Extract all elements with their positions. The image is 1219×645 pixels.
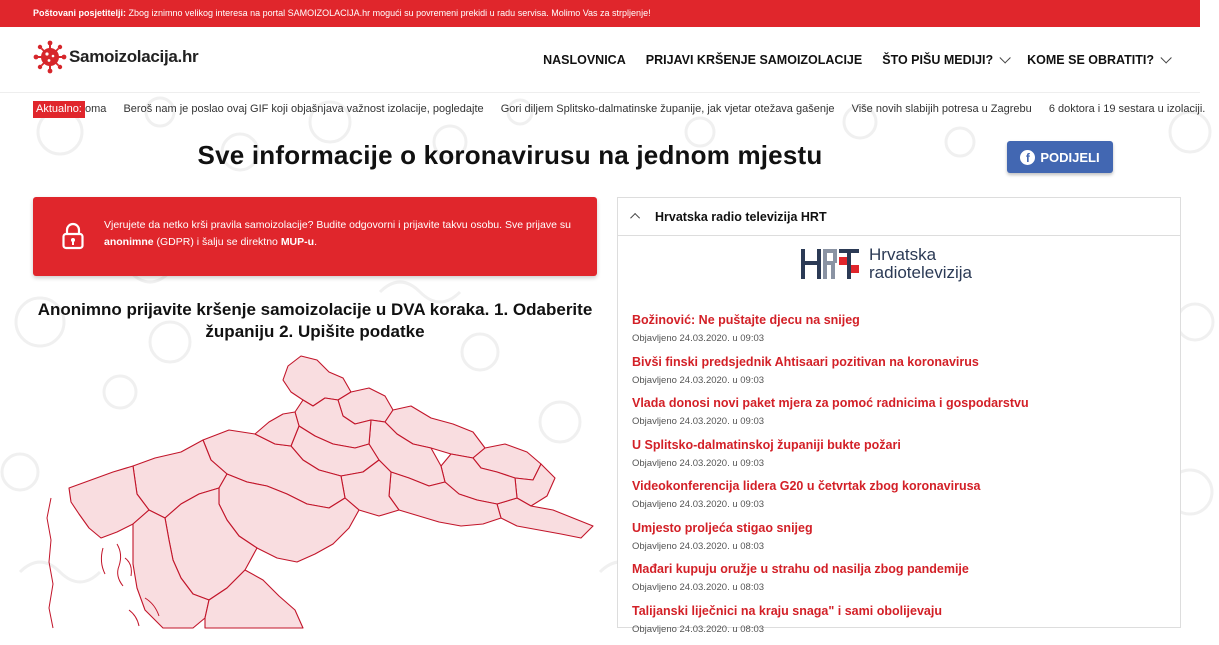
hrt-logo-line: Hrvatska <box>869 246 972 264</box>
ticker-item[interactable]: oma <box>85 103 106 115</box>
news-title-link[interactable]: U Splitsko-dalmatinskoj županiji bukte požari <box>632 438 1172 453</box>
site-logo[interactable] <box>33 40 198 74</box>
main-nav <box>523 27 1168 92</box>
croatia-map <box>33 348 597 628</box>
news-date: Objavljeno 24.03.2020. u 09:03 <box>632 332 1172 345</box>
ticker-item[interactable]: Beroš nam je poslao ovaj GIF koji objašnjava važnost izolacije, pogledajte <box>123 103 483 115</box>
hrt-logo-text <box>869 246 972 282</box>
alert-bold: MUP-u <box>281 236 314 248</box>
panel-header[interactable] <box>618 198 1180 236</box>
lock-icon <box>61 222 85 250</box>
notice-bar <box>0 0 1200 27</box>
news-date: Objavljeno 24.03.2020. u 09:03 <box>632 415 1172 428</box>
news-title-link[interactable]: Bivši finski predsjednik Ahtisaari pozitivan na koronavirus <box>632 355 1172 370</box>
alert-bold: anonimne <box>104 236 154 248</box>
county-map <box>33 348 597 628</box>
hrt-logo <box>801 246 972 282</box>
alert-text-part: Vjerujete da netko krši pravila samoizolacije? Budite odgovorni i prijavite takvu osobu. Sve prijave su <box>104 219 571 231</box>
news-item <box>632 396 1172 438</box>
ticker-items <box>85 102 1219 117</box>
nav-label: PRIJAVI KRŠENJE SAMOIZOLACIJE <box>646 53 862 67</box>
news-title-link[interactable]: Talijanski liječnici na kraju snaga" i sami obolijevaju <box>632 604 1172 619</box>
nav-item-mediji[interactable] <box>882 53 1007 67</box>
news-title-link[interactable]: Božinović: Ne puštajte djecu na snijeg <box>632 313 1172 328</box>
nav-label: ŠTO PIŠU MEDIJI? <box>882 53 993 67</box>
alert-text <box>104 217 584 251</box>
news-item <box>632 313 1172 355</box>
news-item <box>632 521 1172 563</box>
nav-label: NASLOVNICA <box>543 53 626 67</box>
virus-icon <box>33 40 67 74</box>
news-title-link[interactable]: Videokonferencija lidera G20 u četvrtak zbog koronavirusa <box>632 479 1172 494</box>
news-list <box>632 313 1172 645</box>
alert-text-part: (GDPR) i šalju se direktno <box>154 236 281 248</box>
alert-text-part: . <box>314 236 317 248</box>
chevron-down-icon <box>1000 52 1011 63</box>
facebook-share-button[interactable] <box>1007 141 1113 173</box>
news-date: Objavljeno 24.03.2020. u 09:03 <box>632 457 1172 470</box>
hrt-logo-line: radiotelevizija <box>869 264 972 282</box>
news-title-link[interactable]: Mađari kupuju oružje u strahu od nasilja zbog pandemije <box>632 562 1172 577</box>
ticker-item[interactable]: Gori diljem Splitsko-dalmatinske županije, jak vjetar otežava gašenje <box>501 103 835 115</box>
ticker-item[interactable]: 6 doktora i 19 sestara u izolaciji. <box>1049 103 1206 115</box>
news-ticker <box>33 101 1183 118</box>
news-panel <box>617 197 1181 628</box>
logo-text: Samoizolacija.hr <box>69 47 198 67</box>
nav-item-prijavi[interactable] <box>646 53 862 67</box>
notice-text: Zbog iznimno velikog interesa na portal SAMOIZOLACIJA.hr mogući su povremeni prekidi u radu servisa. Molimo Vas za strpljenje! <box>126 8 651 18</box>
news-date: Objavljeno 24.03.2020. u 09:03 <box>632 498 1172 511</box>
facebook-icon: f <box>1020 150 1035 165</box>
news-title-link[interactable]: Vlada donosi novi paket mjera za pomoć radnicima i gospodarstvu <box>632 396 1172 411</box>
report-alert <box>33 197 597 276</box>
news-item <box>632 604 1172 645</box>
news-date: Objavljeno 24.03.2020. u 08:03 <box>632 581 1172 594</box>
site-header <box>0 27 1200 93</box>
share-label: PODIJELI <box>1040 150 1099 165</box>
nav-item-naslovnica[interactable] <box>543 53 626 67</box>
hrt-logo-mark <box>801 247 861 281</box>
ticker-label: Aktualno: <box>33 101 85 118</box>
news-item <box>632 562 1172 604</box>
chevron-down-icon <box>1160 52 1171 63</box>
news-item <box>632 479 1172 521</box>
news-item <box>632 355 1172 397</box>
report-title: Anonimno prijavite kršenje samoizolacije u DVA koraka. 1. Odaberite županiju 2. Upišite podatke <box>33 299 597 343</box>
news-date: Objavljeno 24.03.2020. u 08:03 <box>632 540 1172 553</box>
ticker-item[interactable]: Više novih slabijih potresa u Zagrebu <box>852 103 1032 115</box>
news-date: Objavljeno 24.03.2020. u 08:03 <box>632 623 1172 636</box>
nav-label: KOME SE OBRATITI? <box>1027 53 1154 67</box>
news-item <box>632 438 1172 480</box>
news-title-link[interactable]: Umjesto proljeća stigao snijeg <box>632 521 1172 536</box>
news-date: Objavljeno 24.03.2020. u 09:03 <box>632 374 1172 387</box>
county-region[interactable] <box>497 498 593 538</box>
panel-title: Hrvatska radio televizija HRT <box>655 210 827 224</box>
chevron-up-icon <box>630 213 640 223</box>
notice-label: Poštovani posjetitelji: <box>33 8 126 18</box>
page-title: Sve informacije o koronavirusu na jednom mjestu <box>0 140 1020 171</box>
nav-item-kontakt[interactable] <box>1027 53 1168 67</box>
